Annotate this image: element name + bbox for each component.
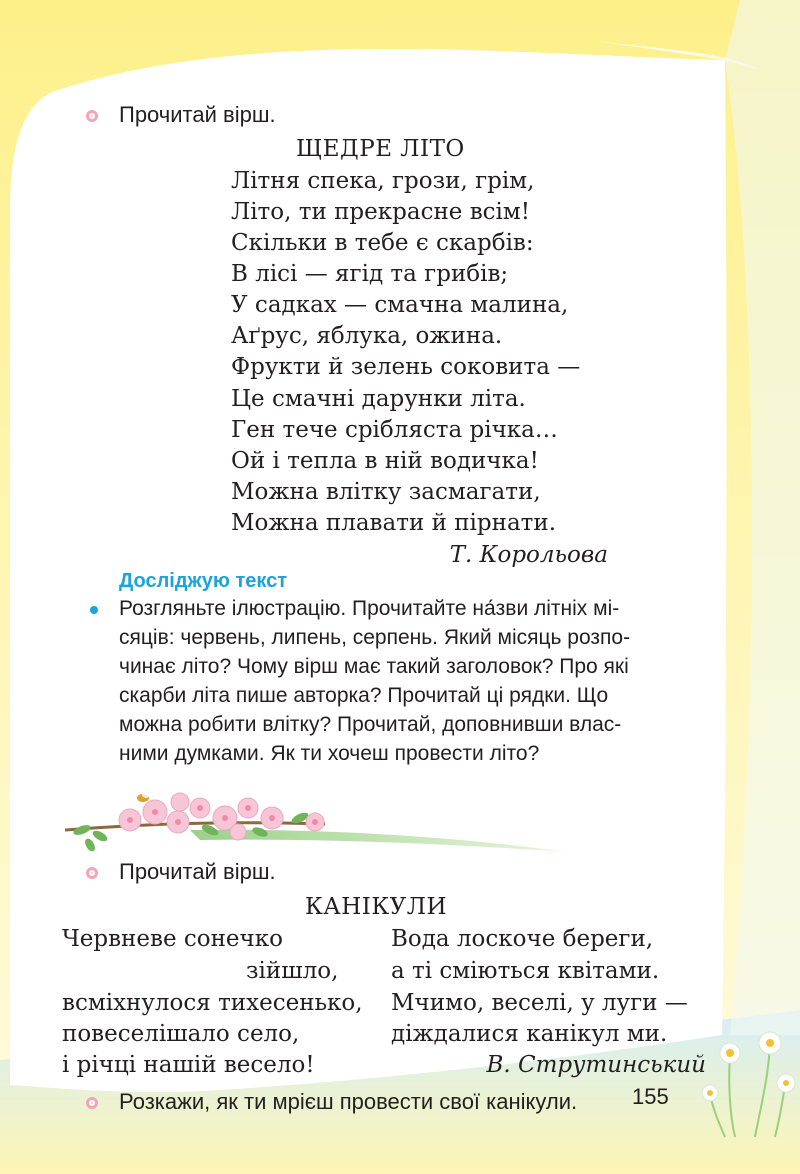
- paragraph-line: сяців: червень, липень, серпень. Який місяць розпо-: [119, 626, 631, 649]
- poem-line: зійшло,: [246, 958, 339, 984]
- blossom-branch-illustration: [60, 790, 330, 855]
- poem-line: У садках — смачна малина,: [231, 292, 569, 318]
- poem-line: Мчимо, веселі, у луги —: [391, 990, 688, 1016]
- paragraph-line: скарби літа пише авторка? Прочитай ці рядки. Що: [119, 684, 609, 707]
- poem-line: Аґрус, яблука, ожина.: [231, 323, 503, 349]
- poem-line: а ті сміються квітами.: [391, 958, 660, 984]
- poem-line: Ген тече срібляста річка…: [231, 417, 558, 443]
- poem-line: і річці нашій весело!: [62, 1052, 315, 1078]
- paragraph-line: ними думками. Як ти хочеш провести літо?: [119, 742, 540, 765]
- page-number: 155: [632, 1084, 669, 1109]
- poem-line: Скільки в тебе є скарбів:: [231, 230, 534, 256]
- poem-line: діждалися канікул ми.: [391, 1021, 668, 1047]
- bullet-icon: [90, 606, 98, 614]
- poem-author: Т. Корольова: [449, 542, 608, 568]
- paragraph-line: можна робити влітку? Прочитай, доповнивши влас-: [119, 713, 622, 736]
- poem-line: Це смачні дарунки літа.: [231, 386, 526, 412]
- instruction-text: Прочитай вірш.: [119, 859, 276, 884]
- bullet-icon: [86, 110, 98, 122]
- poem-line: повеселішало село,: [62, 1021, 300, 1047]
- daisies-illustration: [690, 1025, 800, 1140]
- poem-title: КАНІКУЛИ: [305, 894, 448, 920]
- poem-title: ЩЕДРЕ ЛІТО: [296, 136, 465, 162]
- poem-author: В. Струтинський: [486, 1052, 706, 1078]
- instruction-text: Прочитай вірш.: [119, 102, 276, 127]
- poem-line: Червневе сонечко: [62, 926, 283, 952]
- paragraph-line: чинає літо? Чому вірш має такий заголовок? Про які: [119, 655, 629, 678]
- bullet-icon: [86, 867, 98, 879]
- poem-line: Вода лоскоче береги,: [391, 926, 654, 952]
- poem-line: В лісі — ягід та грибів;: [231, 261, 509, 287]
- poem-line: Можна плавати й пірнати.: [231, 510, 557, 536]
- poem-line: всміхнулося тихесенько,: [62, 990, 363, 1016]
- paragraph-line: Розгляньте ілюстрацію. Прочитайте на́зви літніх мі-: [119, 597, 620, 620]
- task-text: Розкажи, як ти мрієш провести свої канікули.: [119, 1089, 578, 1114]
- poem-line: Літо, ти прекрасне всім!: [231, 199, 531, 225]
- poem-line: Можна влітку засмагати,: [231, 479, 541, 505]
- poem-line: Ой і тепла в ній водичка!: [231, 448, 539, 474]
- poem-line: Літня спека, грози, грім,: [231, 168, 535, 194]
- poem-line: Фрукти й зелень соковита —: [231, 354, 581, 380]
- section-heading: Досліджую текст: [119, 570, 288, 592]
- bullet-icon: [86, 1097, 98, 1109]
